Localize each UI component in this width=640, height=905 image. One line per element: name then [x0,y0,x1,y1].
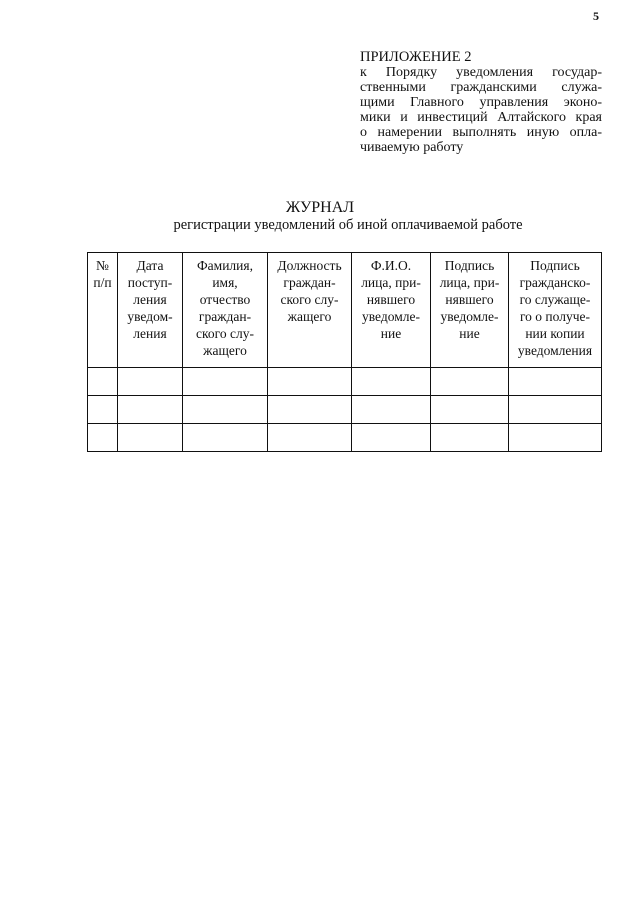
appendix-line: щими Главного управления эконо- [360,95,602,110]
header-line: уведомле- [440,309,499,324]
column-header-receiver-name [352,253,431,368]
appendix-line: о намерении выполнять иную опла- [360,125,602,140]
appendix-line: чиваемую работу [360,140,464,155]
header-line: поступ- [127,275,173,290]
header-line: ского слу- [280,292,339,307]
journal-subtitle: регистрации уведомлений об иной оплачиваемой работе [173,217,523,233]
column-header-position [268,253,352,368]
table-cell [431,368,509,396]
header-line: го о получе- [519,309,590,324]
table-cell [88,396,118,424]
header-line: уведом- [127,309,173,324]
header-line: Должность [277,258,342,273]
table-cell [431,396,509,424]
header-line: граждан- [198,309,252,324]
table-cell [509,396,602,424]
table-cell [118,424,183,452]
table-row [88,424,602,452]
header-line: Ф.И.О. [370,258,412,273]
appendix-title: ПРИЛОЖЕНИЕ 2 [360,49,472,65]
table-cell [183,396,268,424]
table-cell [118,396,183,424]
header-line: ления [133,326,167,341]
table-cell [183,368,268,396]
table-cell [509,424,602,452]
header-line: ние [459,326,480,341]
table-cell [88,424,118,452]
header-line: ского слу- [196,326,254,341]
header-line: жащего [287,309,332,324]
header-line: нявшего [445,292,494,307]
appendix-line: ственными гражданскими служа- [360,80,602,95]
column-header-receiver-signature [431,253,509,368]
header-line: го служаще- [519,292,591,307]
appendix-line: к Порядку уведомления государ- [360,65,602,80]
page-number: 5 [593,9,599,23]
header-line: жащего [203,343,247,358]
header-line: нявшего [366,292,416,307]
header-line: имя, [212,275,238,290]
header-line: Дата [136,258,164,273]
table-cell [268,424,352,452]
header-line: Подпись [530,258,580,273]
journal-title: ЖУРНАЛ [285,199,355,216]
header-line: граждан- [283,275,336,290]
column-header-date [118,253,183,368]
header-line: гражданско- [519,275,591,290]
header-line: уведомления [517,343,593,358]
header-line: уведомле- [362,309,420,324]
header-line: лица, при- [361,275,421,290]
column-header-employee-signature [509,253,602,368]
table-header-row [88,253,602,368]
header-line: Фамилия, [197,258,253,273]
column-header-number [88,253,118,368]
table-cell [183,424,268,452]
journal-table [87,252,602,452]
header-line: Подпись [444,258,495,273]
table-cell [509,368,602,396]
header-line: п/п [93,275,112,290]
header-line: нии копии [525,326,585,341]
header-line: лица, при- [439,275,500,290]
header-line: ления [133,292,167,307]
table-row [88,368,602,396]
table-cell [352,396,431,424]
table-cell [352,368,431,396]
table-cell [431,424,509,452]
table-row [88,396,602,424]
header-line: отчество [199,292,251,307]
table-cell [352,424,431,452]
header-line: ние [380,326,402,341]
table-cell [268,368,352,396]
appendix-line: мики и инвестиций Алтайского края [360,110,602,125]
table-cell [88,368,118,396]
table-cell [118,368,183,396]
appendix-header [360,50,602,155]
header-line: № [96,258,109,273]
table-cell [268,396,352,424]
column-header-full-name [183,253,268,368]
